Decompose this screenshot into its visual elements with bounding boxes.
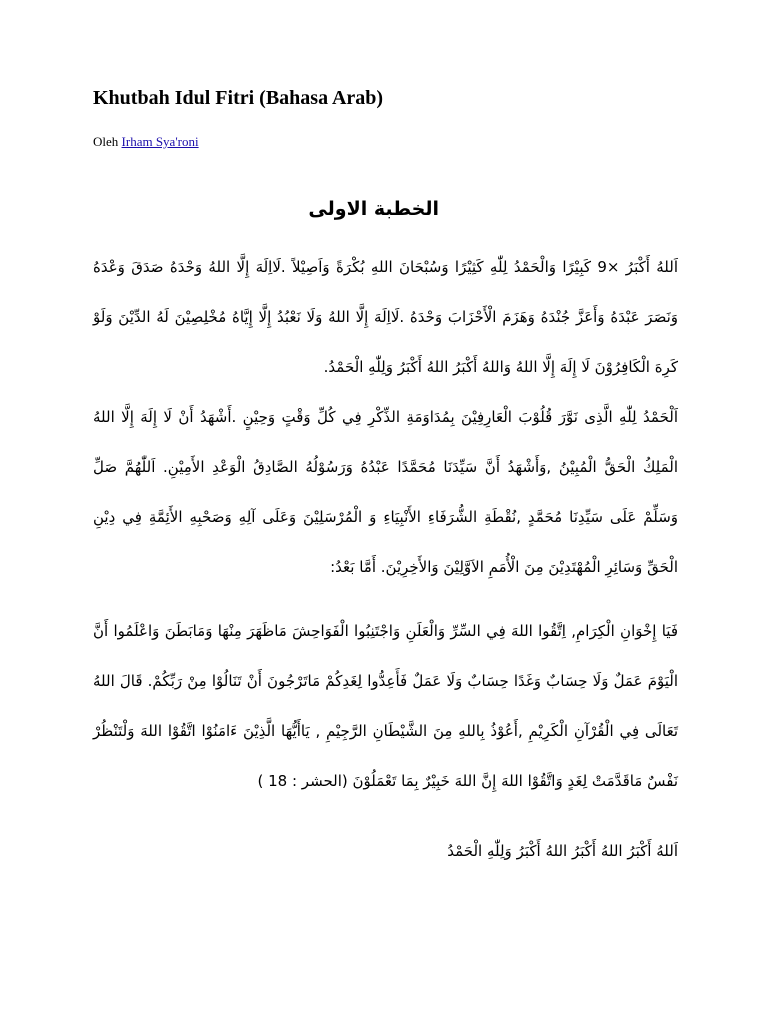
paragraph-opening-takbir: اَللهُ أَكْبَرُ ×9 كَبِيْرًا وَالْحَمْدُ لِلّٰهِ كَثِيْرًا وَسُبْحَانَ اللهِ بُكْرَةً وَاَصِيْلاً .لَااِلَهَ إِلَّا اللهُ وَحْدَهُ صَدَقَ وَعْدَهُ وَنَصَرَ عَبْدَهُ وَأَعَزَّ جُنْدَهُ وَهَزَمَ الْأَحْزَابَ وَحْدَهُ .لَااِلَهَ إِلَّا اللهُ وَلَا نَعْبُدُ إِلَّا إِيَّاهُ مُخْلِصِيْنَ لَهُ الدِّيْنَ وَلَوْ كَرِهَ الْكَافِرُوْنَ لَا إِلَهَ إِلَّا اللهُ وَاللهُ أَكْبَرُ اللهُ أَكْبَرُ وَلِلّٰهِ الْحَمْدُ. [93,258,678,376]
byline-prefix: Oleh [93,134,119,149]
closing-takbir: اَللهُ أَكْبَرُ اللهُ أَكْبَرُ اللهُ أَكْبَرُ وَلِلّٰهِ الْحَمْدُ [447,842,678,860]
author-link[interactable]: Irham Sya'roni [121,134,199,149]
byline [93,134,199,150]
sermon-heading: الخطبة الاولى [308,198,439,220]
paragraph-exhortation: فَيَا إِخْوَانِ الْكِرَامِ, اِتَّقُوا اللهَ فِي السِّرِّ وَالْعَلَنِ وَاجْتَنِبُوا الْفَوَاحِشَ مَاظَهَرَ مِنْهَا وَمَابَطَنَ وَاعْلَمُوا أَنَّ الْيَوْمَ عَمَلٌ وَلَا حِسَابٌ وَغَدًا حِسَابٌ وَلَا عَمَلٌ فَأَعِدُّوا لِغَدِكُمْ مَاتَرْجُونَ أَنْ تَنَالُوْا مِنْ رَبِّكُمْ. قَالَ اللهُ تَعَالَى فِي الْقُرْآنِ الْكَرِيْمِ ,أَعُوْذُ بِاللهِ مِنَ الشَّيْطَانِ الرَّجِيْمِ , يَاأَيُّهَا الَّذِيْنَ ءَامَنُوْا اتَّقُوْا اللهَ وَلْتَنْظُرْ نَفْسٌ مَاقَدَّمَتْ لِغَدٍ وَاتَّقُوْا اللهَ إِنَّ اللهَ خَبِيْرٌ بِمَا تَعْمَلُوْنَ (الحشر : 18 ) [93,622,678,790]
page-title: Khutbah Idul Fitri (Bahasa Arab) [93,87,384,109]
paragraph-praise-and-shahada: اَلْحَمْدُ لِلّٰهِ الَّذِى نَوَّرَ قُلُوْبَ الْعَارِفِيْنَ بِمُدَاوَمَةِ الذِّكْرِ فِي كُلِّ وَقْتٍ وَحِيْنٍ .أَشْهَدُ أَنْ لَا إِلَهَ إِلَّا اللهُ الْمَلِكُ الْحَقُّ الْمُبِيْنُ ,وَأَشْهَدُ أَنَّ سَيِّدَنَا مُحَمَّدًا عَبْدُهُ وَرَسُوْلُهُ الصَّادِقُ الْوَعْدِ الأَمِيْنِ. اَللّٰهُمَّ صَلِّ وَسَلِّمْ عَلَى سَيِّدِنَا مُحَمَّدٍ ,نُقْطَةِ الشُّرَفَاءِ الأَنْبِيَاءِ وَ الْمُرْسَلِيْنَ وَعَلَى آلِهِ وَصَحْبِهِ الأَئِمَّةِ فِي دِيْنِ الْحَقِّ وَسَائِرِ الْمُهْتَدِيْنَ مِنَ الْأُمَمِ الاَوَّلِيْنَ وَالأَخِرِيْنَ. أَمَّا بَعْدُ: [93,408,678,576]
